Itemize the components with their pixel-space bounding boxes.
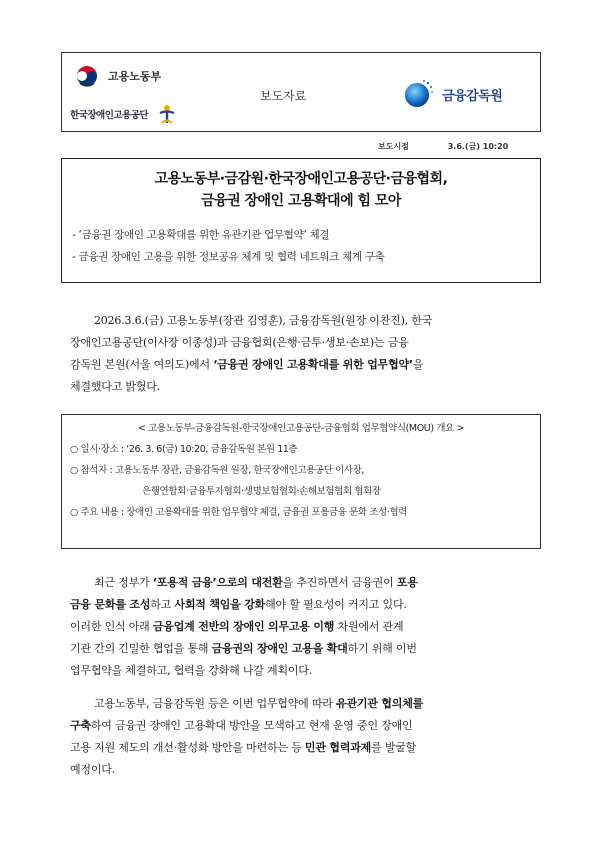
text-run: 을 bbox=[412, 358, 424, 371]
paragraph-line bbox=[70, 693, 540, 715]
text-run: 하고 bbox=[150, 598, 175, 611]
text-run: 이러한 인식 아래 bbox=[70, 620, 153, 633]
fss-logo bbox=[402, 77, 502, 111]
mou-summary-box bbox=[61, 414, 541, 549]
bold-run: 민관 협력과제 bbox=[304, 741, 372, 754]
taegeuk-emblem-icon bbox=[74, 63, 100, 89]
mou-datetime: ○ 일시·장소 : ‘26. 3. 6(금) 10:20, 금융감독원 본원 11층 bbox=[70, 444, 298, 455]
paragraph-line: 장애인고용공단(이사장 이종성)과 금융협회(은행·금투·생보·손보)는 금융 bbox=[70, 336, 409, 349]
paragraph-1 bbox=[70, 310, 540, 398]
fss-globe-icon bbox=[402, 77, 436, 111]
logo-group bbox=[70, 63, 220, 125]
bold-run: 포용 bbox=[396, 576, 418, 589]
release-label: 보도시점 bbox=[378, 142, 409, 151]
text-run: 을 추진하면서 금융권이 bbox=[282, 576, 397, 589]
headline-line-2: 금융권 장애인 고용확대에 힘 모아 bbox=[201, 193, 401, 209]
text-run: 차원에서 관계 bbox=[334, 620, 404, 633]
title-box bbox=[61, 158, 541, 283]
document-type: 보도자료 bbox=[260, 89, 307, 103]
paragraph-line bbox=[70, 638, 540, 660]
paragraph-line: 체결했다고 밝혔다. bbox=[70, 380, 161, 393]
release-date: 3.6.(금) 10:20 bbox=[447, 142, 509, 151]
paragraph-line: 예정이다. bbox=[70, 763, 116, 776]
text-run: 기관 간의 긴밀한 협업을 통해 bbox=[70, 642, 212, 655]
text-run: 감독원 본원(서울 여의도)에서 bbox=[70, 358, 214, 371]
paragraph-line bbox=[70, 715, 540, 737]
paragraph-2 bbox=[70, 572, 540, 682]
bold-run: ‘포용적 금융’으로의 대전환 bbox=[152, 576, 283, 589]
mou-participants-cont: 은행연합회·금융투자협회·생명보험협회·손해보험협회 협회장 bbox=[142, 486, 381, 497]
bold-run: 구축 bbox=[70, 719, 91, 732]
bold-run: 금융업계 전반의 장애인 의무고용 이행 bbox=[152, 620, 335, 633]
kead-logo bbox=[70, 103, 220, 125]
bold-run: 유관기관 협의체를 bbox=[336, 697, 424, 710]
text-run: 고용노동부, 금융감독원 등은 이번 업무협약에 따라 bbox=[94, 697, 337, 710]
kead-name: 한국장애인고용공단 bbox=[70, 110, 149, 121]
bold-run: ‘금융권 장애인 고용확대를 위한 업무협약’ bbox=[213, 358, 413, 371]
paragraph-line: 2026.3.6.(금) 고용노동부(장관 김영훈), 금융감독원(원장 이찬진), 한국 bbox=[94, 314, 433, 327]
text-run: 최근 정부가 bbox=[94, 576, 153, 589]
paragraph-line bbox=[70, 616, 540, 638]
bold-run: 금융권의 장애인 고용을 확대 bbox=[211, 642, 348, 655]
moel-name: 고용노동부 bbox=[108, 70, 162, 83]
release-time bbox=[378, 141, 508, 152]
text-run: 를 발굴할 bbox=[371, 741, 417, 754]
text-run: 하여 금융권 장애인 고용확대 방안을 모색하고 현재 운영 중인 장애인 bbox=[90, 719, 413, 732]
mou-heading: < 고용노동부-금융감독원-한국장애인고용공단-금융협회 업무협약식(MOU) 개요 > bbox=[137, 423, 465, 434]
mou-participants: ○ 참석자 : 고용노동부 장관, 금융감독원 원장, 한국장애인고용공단 이사장, bbox=[70, 465, 365, 476]
header-box bbox=[61, 52, 541, 132]
text-run: 하기 위해 이번 bbox=[347, 642, 417, 655]
paragraph-3 bbox=[70, 693, 540, 781]
moel-logo bbox=[74, 63, 220, 89]
sub-bullet-2: - 금융권 장애인 고용을 위한 정보공유 체계 및 협력 네트워크 체계 구축 bbox=[72, 251, 385, 263]
sub-bullet-1: - ‘금융권 장애인 고용확대를 위한 유관기관 업무협약’ 체결 bbox=[72, 229, 330, 241]
paragraph-line: 업무협약을 체결하고, 협력을 강화해 나갈 계획이다. bbox=[70, 664, 313, 677]
text-run: 고용 지원 제도의 개선·활성화 방안을 마련하는 등 bbox=[70, 741, 305, 754]
paragraph-line bbox=[70, 354, 540, 376]
headline-line-1: 고용노동부·금감원·한국장애인고용공단·금융협회, bbox=[154, 171, 448, 187]
paragraph-line bbox=[70, 594, 540, 616]
bold-run: 금융 문화를 조성 bbox=[70, 598, 151, 611]
kead-symbol-icon bbox=[156, 103, 178, 125]
mou-content: ○ 주요 내용 : 장애인 고용확대를 위한 업무협약 체결, 금융권 포용금융 문화 조성·협력 bbox=[70, 507, 408, 518]
fss-name: 금융감독원 bbox=[442, 88, 503, 104]
bold-run: 사회적 책임을 강화 bbox=[174, 598, 266, 611]
text-run: 해야 할 필요성이 커지고 있다. bbox=[265, 598, 407, 611]
paragraph-line bbox=[70, 572, 540, 594]
paragraph-line bbox=[70, 737, 540, 759]
